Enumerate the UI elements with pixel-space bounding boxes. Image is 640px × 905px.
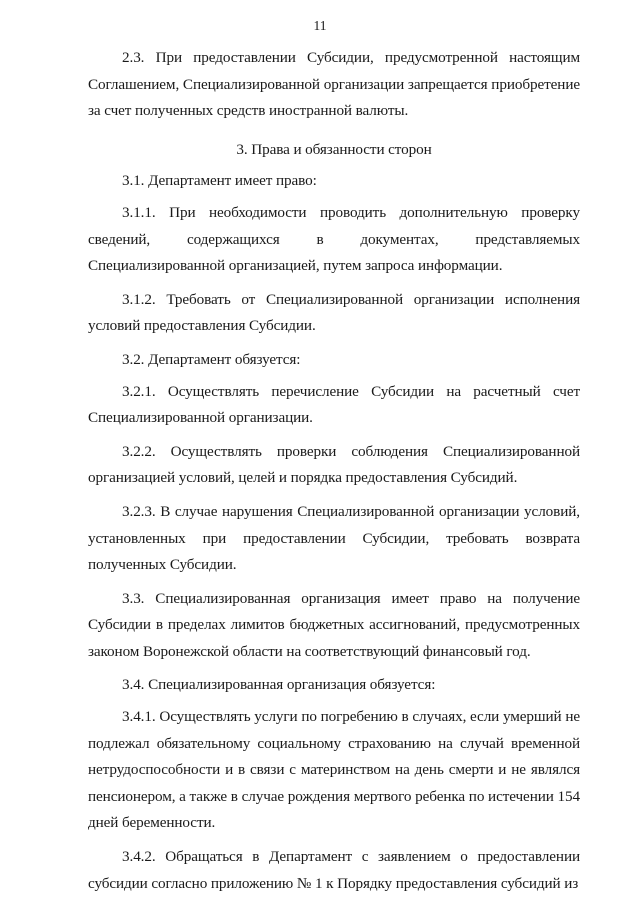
- paragraph-3-4-2: 3.4.2. Обращаться в Департамент с заявлением о предоставлении субсидии согласно приложению № 1 к Порядку предоставления субсидий из: [88, 848, 580, 892]
- paragraph-3-2-3: 3.2.3. В случае нарушения Специализированной организации условий, установленных при предоставлении Субсидии, требовать возврата полученных Субсидии.: [88, 502, 580, 574]
- paragraph-3-2-2: 3.2.2. Осуществлять проверки соблюдения Специализированной организацией условий, целей и порядка предоставления Субсидий.: [88, 442, 580, 487]
- paragraph-3-3: 3.3. Специализированная организация имеет право на получение Субсидии в пределах лимитов бюджетных ассигнований, предусмотренных законом Воронежской области на соответствующий финансовый год.: [88, 589, 580, 660]
- page-number: 11: [313, 18, 327, 33]
- paragraph-3-2-1: 3.2.1. Осуществлять перечисление Субсидии на расчетный счет Специализированной организации.: [88, 382, 580, 427]
- document-body: [88, 45, 580, 904]
- paragraph-3-4: 3.4. Специализированная организация обязуется:: [122, 676, 436, 694]
- paragraph-3-2: 3.2. Департамент обязуется:: [122, 350, 301, 368]
- paragraph-2-3: 2.3. При предоставлении Субсидии, предусмотренной настоящим Соглашением, Специализированной организации запрещается приобретение за счет полученных средств иностранной валюты.: [88, 49, 580, 120]
- section-heading: 3. Права и обязанности сторон: [236, 140, 432, 158]
- paragraph-3-1: 3.1. Департамент имеет право:: [122, 172, 317, 190]
- paragraph-3-4-1: 3.4.1. Осуществлять услуги по погребению в случаях, если умерший не подлежал обязательному социальному страхованию на случай временной нетрудоспособности и в связи с материнством на день смерти и не являлся пенсионером, а также в случае рождения мертвого ребенка по истечении 154 дней беременности.: [88, 708, 580, 832]
- paragraph-3-1-1: 3.1.1. При необходимости проводить дополнительную проверку сведений, содержащихся в документах, представляемых Специализированной организацией, путем запроса информации.: [88, 203, 580, 275]
- paragraph-3-1-2: 3.1.2. Требовать от Специализированной организации исполнения условий предоставления Субсидии.: [88, 290, 580, 335]
